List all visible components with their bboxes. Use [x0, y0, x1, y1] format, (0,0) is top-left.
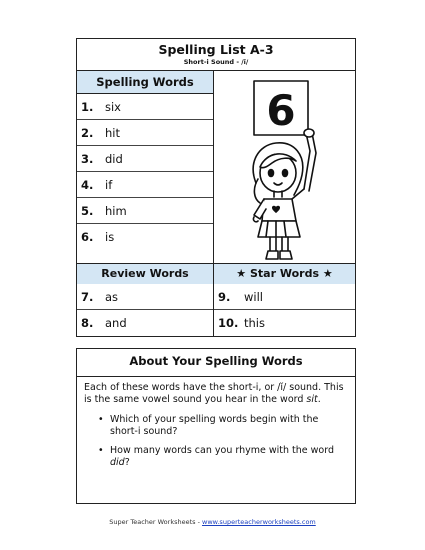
- star-words-heading: ★ Star Words ★: [214, 264, 355, 284]
- item-word: as: [105, 289, 119, 304]
- item-number: 7.: [81, 289, 94, 304]
- item-number: 8.: [81, 316, 94, 330]
- star-words-column: [214, 284, 355, 336]
- girl-holding-sign-icon: [214, 71, 356, 264]
- question-text: Which of your spelling words begin with the short-i sound?: [110, 414, 319, 437]
- item-number: 4.: [81, 177, 94, 192]
- spelling-words-column: [77, 71, 214, 263]
- about-heading: About Your Spelling Words: [129, 354, 303, 368]
- question-list: [84, 414, 348, 469]
- question-item: [84, 414, 348, 438]
- about-divider: [77, 376, 355, 377]
- list-item: [77, 172, 213, 198]
- upper-section: [77, 71, 355, 264]
- question-text: How many words can you rhyme with the word: [110, 445, 335, 456]
- item-number: 6.: [81, 230, 94, 244]
- spelling-words-heading: Spelling Words: [77, 71, 213, 94]
- item-word: is: [105, 230, 115, 244]
- title-box: [77, 39, 355, 71]
- about-intro-text: Each of these words have the short-i, or /ĭ/ sound. This is the same vowel sound you hear in the word: [84, 382, 344, 405]
- review-words-column: [77, 284, 214, 336]
- page-footer: [0, 518, 425, 526]
- about-box: [76, 348, 356, 504]
- list-item: [77, 310, 213, 336]
- footer-link[interactable]: www.superteacherworksheets.com: [202, 518, 316, 526]
- lower-header-row: [77, 264, 355, 284]
- list-item: [214, 310, 355, 336]
- list-item: [77, 198, 213, 224]
- review-words-heading: Review Words: [77, 264, 214, 284]
- item-word: this: [244, 316, 265, 330]
- page-title: Spelling List A-3: [158, 42, 274, 57]
- page-subtitle: Short-i Sound - /ĭ/: [183, 58, 249, 66]
- about-intro-end: .: [317, 394, 321, 405]
- item-number: 3.: [81, 151, 94, 166]
- list-item: [77, 120, 213, 146]
- item-number: 5.: [81, 203, 94, 218]
- about-intro: [84, 382, 348, 406]
- list-item: [77, 224, 213, 250]
- question-item: [84, 445, 348, 469]
- spelling-list-frame: [76, 38, 356, 337]
- list-item: [77, 284, 213, 310]
- lower-section: [77, 284, 355, 336]
- item-number: 2.: [81, 125, 94, 140]
- list-item: [214, 284, 355, 310]
- item-word: hit: [105, 125, 120, 140]
- item-number: 1.: [81, 99, 94, 114]
- footer-prefix: Super Teacher Worksheets -: [109, 518, 203, 526]
- item-word: and: [105, 316, 127, 330]
- question-example: did: [110, 457, 125, 468]
- list-item: [77, 94, 213, 120]
- item-word: six: [105, 99, 121, 114]
- item-word: him: [105, 203, 127, 218]
- item-word: will: [244, 289, 263, 304]
- about-intro-example: sit: [306, 394, 318, 405]
- list-item: [77, 146, 213, 172]
- illustration-panel: [214, 71, 355, 263]
- item-number: 10.: [218, 316, 239, 330]
- item-number: 9.: [218, 289, 231, 304]
- item-word: if: [105, 177, 113, 192]
- question-end: ?: [124, 457, 130, 468]
- sign-number: 6: [266, 86, 296, 135]
- item-word: did: [105, 151, 123, 166]
